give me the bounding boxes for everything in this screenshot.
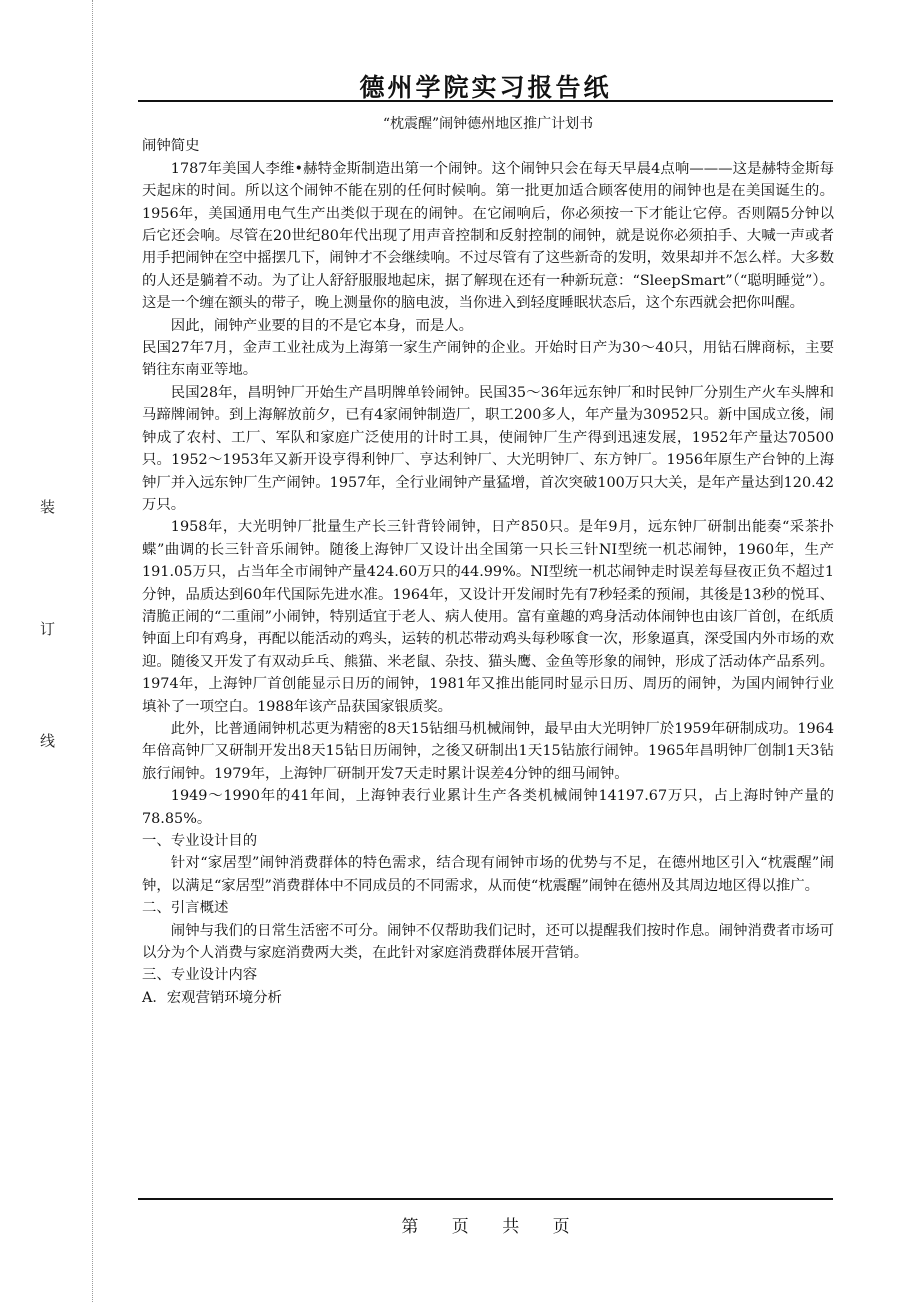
paragraph: 闹钟与我们的日常生活密不可分。闹钟不仅帮助我们记时，还可以提醒我们按时作息。闹钟消费者市场可以分为个人消费与家庭消费两大类，在此针对家庭消费群体展开营销。 bbox=[142, 922, 834, 962]
paragraph: 闹钟简史 bbox=[142, 138, 200, 155]
header-rule bbox=[138, 100, 833, 102]
footer-gong: 共 bbox=[502, 1217, 520, 1237]
paragraph: 针对“家居型”闹钟消费群体的特色需求，结合现有闹钟市场的优势与不足，在德州地区引入“枕震醒”闹钟，以满足“家居型”消费群体中不同成员的不同需求，从而使“枕震醒”闹钟在德州及其周边地区得以推广。 bbox=[142, 855, 834, 894]
paragraph: 1949～1990年的41年间，上海钟表行业累计生产各类机械闹钟14197.67万只，占上海时钟产量的78.85%。 bbox=[142, 788, 834, 827]
paragraph: 民国28年，昌明钟厂开始生产昌明牌单铃闹钟。民国35～36年远东钟厂和时民钟厂分别生产火车头牌和马蹄牌闹钟。到上海解放前夕，已有4家闹钟制造厂，职工200多人，年产量为30952只。新中国成立後，闹钟成了农村、工厂、军队和家庭广泛使用的计时工具，使闹钟厂生产得到迅速发展，1952年产量达70500只。1952～1953年又新开设亨得利钟厂、亨达利钟厂、大光明钟厂、东方钟厂。1956年原生产台钟的上海钟厂并入远东钟厂生产闹钟。1957年，全行业闹钟产量猛增，首次突破100万只大关，是年产量达到120.42万只。 bbox=[142, 384, 834, 513]
footer-ye: 页 bbox=[451, 1217, 469, 1237]
paragraph: A．宏观营销环境分析 bbox=[142, 989, 282, 1006]
paragraph: 民国27年7月，金声工业社成为上海第一家生产闹钟的企业。开始时日产为30～40只，用钻石牌商标，主要销往东南亚等地。 bbox=[142, 340, 834, 379]
paragraph: 一、专业设计目的 bbox=[142, 833, 258, 849]
paragraph-list bbox=[142, 135, 834, 1009]
page-header-title: 德州学院实习报告纸 bbox=[359, 73, 612, 102]
paragraph: 三、专业设计内容 bbox=[142, 967, 258, 984]
paragraph: 1787年美国人李维•赫特金斯制造出第一个闹钟。这个闹钟只会在每天早晨4点响———这是赫特金斯每天起床的时间。所以这个闹钟不能在别的任何时候响。第一批更加适合顾客使用的闹钟也是在美国诞生的。1956年，美国通用电气生产出类似于现在的闹钟。在它闹响后，你必须按一下才能让它停。否则隔5分钟以后它还会响。尽管在20世纪80年代出现了用声音控制和反射控制的闹钟，就是说你必须拍手、大喊一声或者用手把闹钟在空中摇摆几下，闹钟才不会继续响。不过尽管有了这些新奇的发明，效果却并不怎么样。大多数的人还是躺着不动。为了让人舒舒服服地起床，据了解现在还有一种新玩意：“SleepSmart”（“聪明睡觉”）。这是一个缠在额头的带子，晚上测量你的脑电波，当你进入到轻度睡眠状态后，这个东西就会把你叫醒。 bbox=[142, 160, 834, 312]
footer-ye-total: 页 bbox=[552, 1217, 570, 1237]
footer-rule bbox=[138, 1198, 833, 1200]
paragraph: 因此，闹钟产业要的目的不是它本身，而是人。 bbox=[170, 317, 474, 334]
footer-di: 第 bbox=[401, 1217, 419, 1237]
binding-mark-zhuang: 装 bbox=[40, 498, 56, 516]
document-title: “枕震醒”闹钟德州地区推广计划书 bbox=[382, 116, 594, 132]
binding-mark-ding: 订 bbox=[40, 620, 56, 638]
binding-mark-xian: 线 bbox=[40, 732, 56, 750]
paragraph: 1958年，大光明钟厂批量生产长三针背铃闹钟，日产850只。是年9月，远东钟厂研制出能奏“采茶扑蝶”曲调的长三针音乐闹钟。随後上海钟厂又设计出全国第一只长三针NI型统一机芯闹钟，1960年，生产191.05万只，占当年全市闹钟产量424.60万只的44.99%。NI型统一机芯闹钟走时误差每昼夜正负不超过1分钟，品质达到60年代国际先进水准。1964年，又设计开发闹时先有7秒轻柔的预闹，其後是13秒的悦耳、清脆正闹的“二重闹”小闹钟，特别适宜于老人、病人使用。富有童趣的鸡身活动体闹钟也由该厂首创，在纸质钟面上印有鸡身，再配以能活动的鸡头，运转的机芯带动鸡头每秒啄食一次，形象逼真，深受国内外市场的欢迎。随後又开发了有双动乒乓、熊猫、米老鼠、杂技、猫头鹰、金鱼等形象的闹钟，形成了活动体产品系列。1974年，上海钟厂首创能显示日历的闹钟，1981年又推出能同时显示日历、周历的闹钟，为国内闹钟行业填补了一项空白。1988年该产品获国家银质奖。 bbox=[142, 519, 834, 715]
page-footer bbox=[138, 1212, 833, 1237]
binding-dotted-line bbox=[92, 0, 93, 1302]
paragraph: 此外，比普通闹钟机芯更为精密的8天15钻细马机械闹钟，最早由大光明钟厂於1959年研制成功。1964年倍高钟厂又研制开发出8天15钻日历闹钟，之後又研制出1天15钻旅行闹钟。1965年昌明钟厂创制1天3钻旅行闹钟。1979年，上海钟厂研制开发7天走时累计误差4分钟的细马闹钟。 bbox=[142, 720, 834, 782]
document-body bbox=[142, 113, 834, 1009]
paragraph: 二、引言概述 bbox=[142, 900, 229, 917]
